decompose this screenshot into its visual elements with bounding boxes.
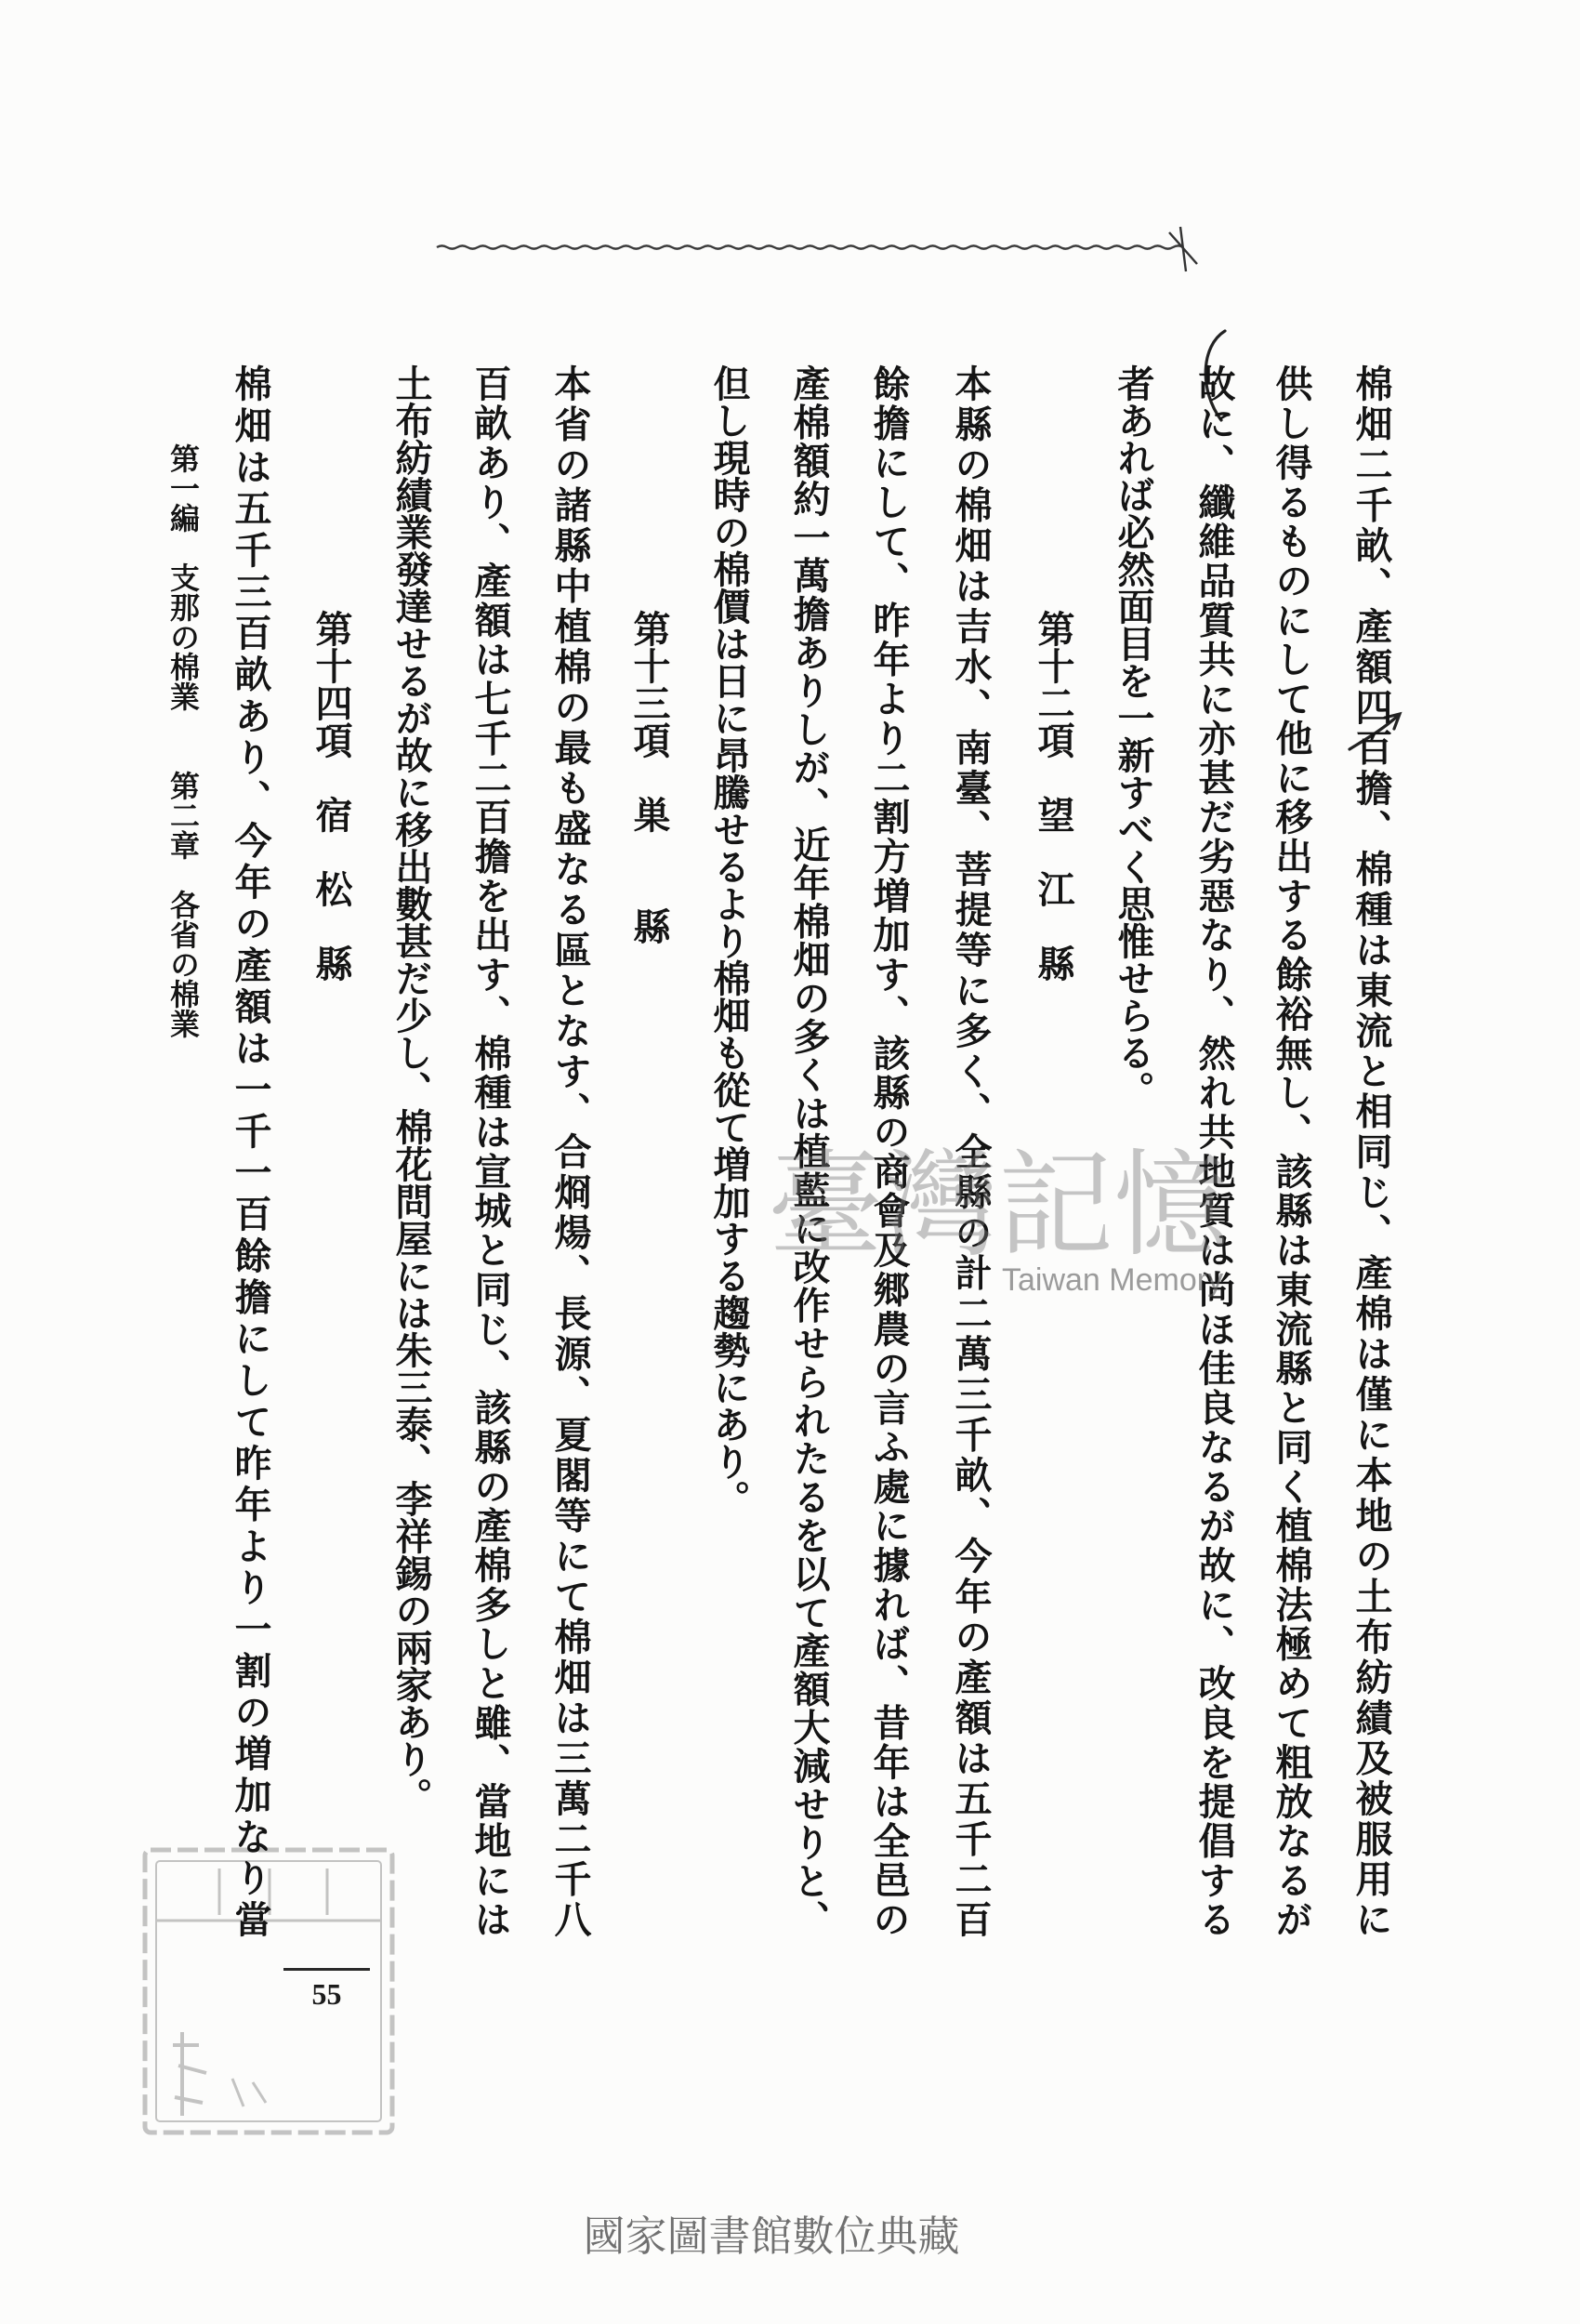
ornamental-rule: [437, 245, 1183, 248]
text-column: 棉畑は五千三百畝あり、今年の產額は一千一百餘擔にして昨年より一割の増加なり當: [229, 364, 272, 1937]
text-column: 供し得るものにして他に移出する餘裕無し、該縣は東流縣と同く植棉法極めて粗放なるが: [1270, 364, 1313, 1937]
section-heading: 第十四項 宿 松 縣: [309, 610, 353, 982]
text-column: 故に、纖維品質共に亦甚だ劣惡なり、然れ共地質は尚ほ佳良なるが故に、改良を提倡する: [1192, 364, 1236, 1937]
section-heading: 第十二項 望 江 縣: [1032, 610, 1075, 982]
text-column: 但し現時の棉價は日に昂騰せるより棉畑も從て増加する趨勢にあり。: [707, 364, 751, 1517]
archive-footer: 國家圖書館數位典藏: [583, 2212, 960, 2261]
text-column: 本省の諸縣中植棉の最も盛なる區となす、合烱煬、長源、夏閣等にて棉畑は三萬二千八: [548, 364, 592, 1938]
watermark-text: 臺灣記憶: [768, 1139, 1230, 1273]
watermark-subtitle: Taiwan Memory: [1002, 1262, 1224, 1298]
text-column: 者あれば必然面目を一新すべく思惟せらる。: [1112, 364, 1155, 1108]
text-column: 土布紡績業發達せるが故に移出數甚だ少し、棉花問屋には朱三泰、李祥錫の兩家あり。: [389, 364, 433, 1815]
text-column: 棉畑二千畝、產額四百擔、棉種は東流と相同じ、產棉は僅に本地の土布紡績及被服用に: [1350, 364, 1393, 1937]
text-column: 餘擔にして、昨年より二割方増加す、該縣の商會及郷農の言ふ處に據れば、昔年は全邑の: [867, 364, 911, 1938]
text-column: 本縣の棉畑は吉水、南臺、菩提等に多く、全縣の計二萬三千畝、今年の產額は五千二百: [949, 364, 993, 1938]
page-number: 55: [311, 1977, 342, 2011]
text-column: 產棉額約一萬擔ありしが、近年棉畑の多くは植藍に改作せられたるを以て產額大減せりと、: [787, 364, 831, 1937]
rule-end-cross-mark: [1169, 227, 1197, 271]
running-footer: 第一編 支那の棉業 第二章 各省の棉業: [165, 443, 201, 1038]
text-column: 百畝あり、產額は七千二百擔を出す、棉種は宣城と同じ、該縣の產棉多しと雖、當地には: [468, 364, 512, 1937]
page-number-rule: [283, 1968, 370, 1971]
section-heading: 第十三項 巣 縣: [627, 610, 671, 944]
